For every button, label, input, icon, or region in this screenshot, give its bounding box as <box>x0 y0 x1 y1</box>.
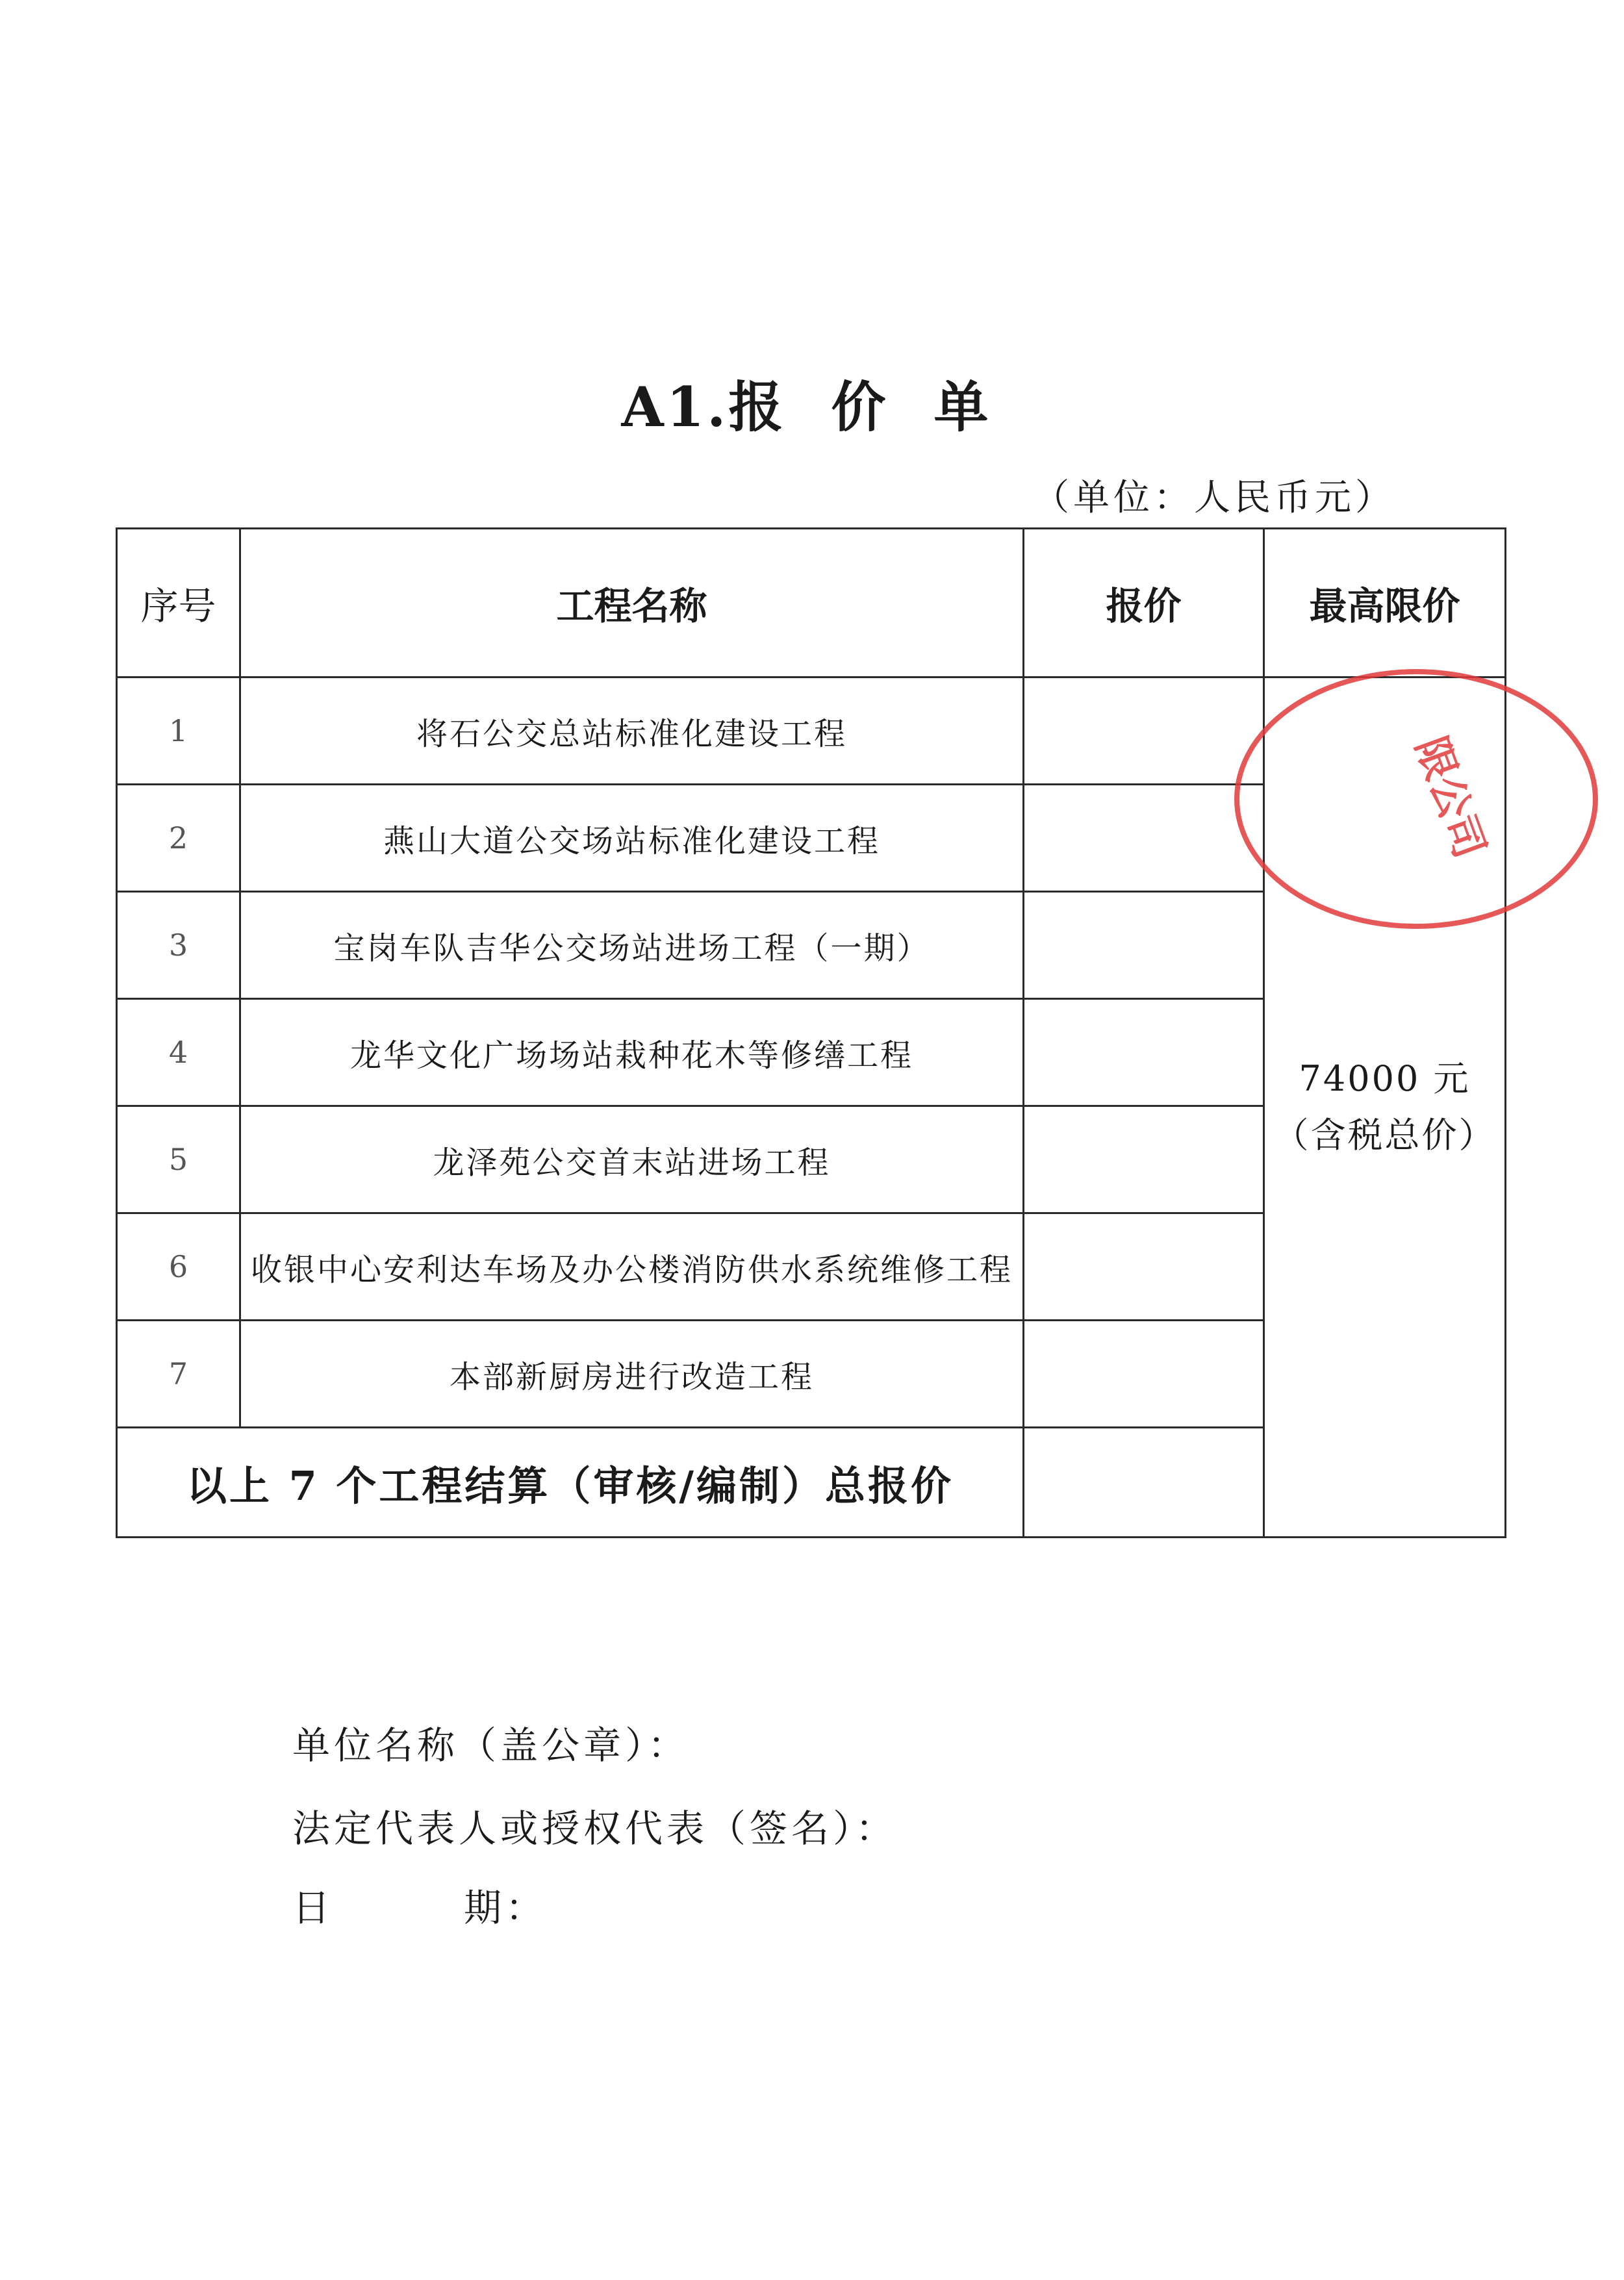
date-label <box>292 1877 547 1932</box>
header-price: 报价 <box>1024 529 1264 678</box>
seal-ring <box>1234 669 1598 929</box>
row-project-name: 燕山大道公交场站标准化建设工程 <box>240 785 1024 892</box>
header-project-name: 工程名称 <box>240 529 1024 678</box>
row-price-cell[interactable] <box>1024 1106 1264 1213</box>
row-price-cell[interactable] <box>1024 999 1264 1106</box>
max-price-amount: 74000 元 <box>1299 1058 1471 1099</box>
row-price-cell[interactable] <box>1024 678 1264 785</box>
date-label-part-1: 日 <box>292 1886 335 1930</box>
title-prefix: A1. <box>621 375 729 439</box>
row-project-name: 收银中心安利达车场及办公楼消防供水系统维修工程 <box>240 1213 1024 1321</box>
row-price-cell[interactable] <box>1024 785 1264 892</box>
row-number: 6 <box>117 1213 240 1321</box>
row-number: 4 <box>117 999 240 1106</box>
row-project-name: 龙泽苑公交首末站进场工程 <box>240 1106 1024 1213</box>
title-char-3: 单 <box>933 375 991 439</box>
total-price-cell[interactable] <box>1024 1428 1264 1538</box>
row-price-cell[interactable] <box>1024 1321 1264 1428</box>
row-project-name: 本部新厨房进行改造工程 <box>240 1321 1024 1428</box>
header-max-price: 最高限价 <box>1264 529 1506 678</box>
date-label-part-2: 期： <box>464 1886 548 1930</box>
document-title <box>0 364 1612 442</box>
row-project-name: 将石公交总站标准化建设工程 <box>240 678 1024 785</box>
total-label: 以上 7 个工程结算（审核/编制）总报价 <box>117 1428 1024 1538</box>
row-project-name: 龙华文化广场场站栽种花木等修缮工程 <box>240 999 1024 1106</box>
company-seal <box>1406 669 1624 942</box>
row-number: 7 <box>117 1321 240 1428</box>
row-number: 2 <box>117 785 240 892</box>
header-seq: 序号 <box>117 529 240 678</box>
seal-text: 限公司 <box>1406 731 1494 865</box>
currency-unit-note: （单位：人民币元） <box>1033 477 1395 519</box>
row-number: 5 <box>117 1106 240 1213</box>
row-project-name: 宝岗车队吉华公交场站进场工程（一期） <box>240 892 1024 999</box>
title-char-2: 价 <box>831 375 889 439</box>
row-price-cell[interactable] <box>1024 892 1264 999</box>
quotation-table <box>116 527 1506 1538</box>
row-price-cell[interactable] <box>1024 1213 1264 1321</box>
org-name-label: 单位名称（盖公章）： <box>292 1723 690 1767</box>
table-header-row <box>117 529 1506 678</box>
row-number: 1 <box>117 678 240 785</box>
representative-label: 法定代表人或授权代表（签名）： <box>292 1806 898 1851</box>
title-char-1: 报 <box>728 375 786 439</box>
row-number: 3 <box>117 892 240 999</box>
max-price-note: （含税总价） <box>1273 1114 1496 1156</box>
